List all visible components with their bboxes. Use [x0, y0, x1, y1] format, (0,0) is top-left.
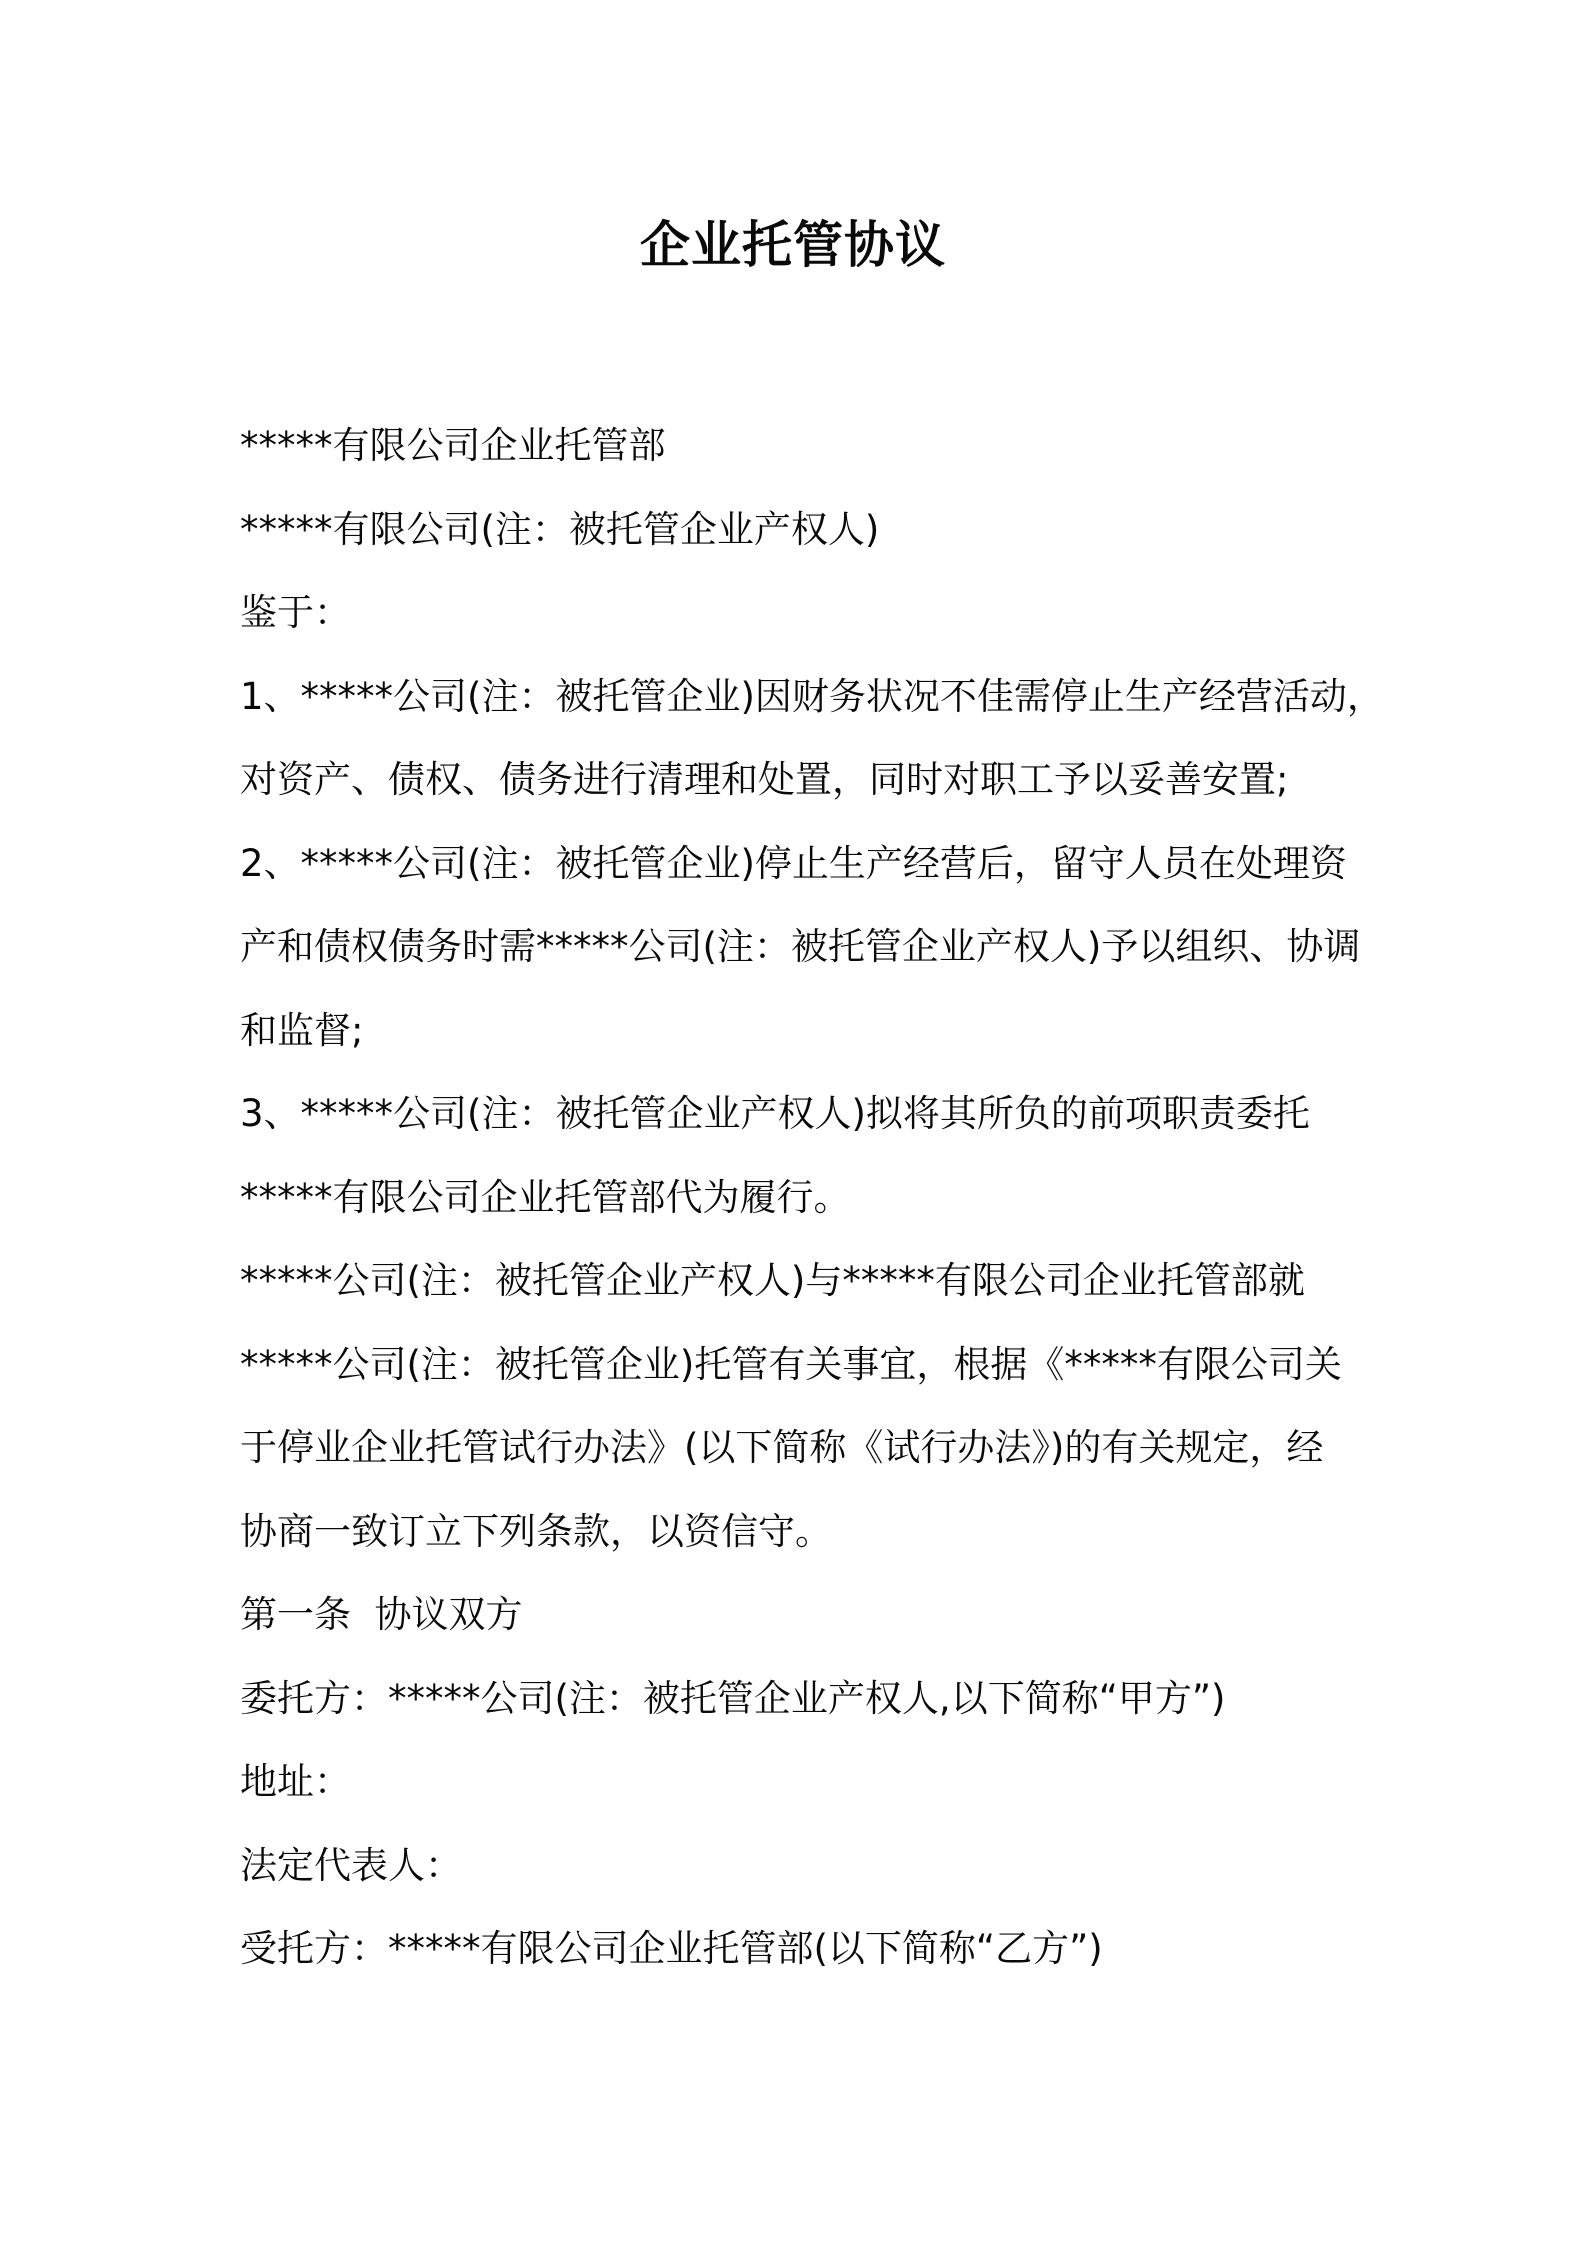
agent-party-line: 受托方：*****有限公司企业托管部(以下简称“乙方”) [240, 1927, 1103, 1970]
preamble-line-4: 协商一致订立下列条款，以资信守。 [240, 1509, 832, 1553]
party-line-owner-header: *****有限公司(注：被托管企业产权人) [240, 507, 880, 551]
party-line-trustee-header: *****有限公司企业托管部 [240, 424, 666, 467]
whereas-item-1-line-1: 1、*****公司(注：被托管企业)因财务状况不佳需停止生产经营活动， [240, 674, 1384, 718]
document-title: 企业托管协议 [640, 216, 946, 274]
whereas-item-1-line-2: 对资产、债权、债务进行清理和处置，同时对职工予以妥善安置; [240, 758, 1289, 801]
whereas-item-2-line-2: 产和债权债务时需*****公司(注：被托管企业产权人)予以组织、协调 [240, 925, 1361, 968]
whereas-item-2-line-3: 和监督; [240, 1008, 364, 1052]
preamble-line-3: 于停业企业托管试行办法》(以下简称《试行办法》)的有关规定，经 [240, 1426, 1324, 1469]
article-1-heading: 第一条 协议双方 [240, 1593, 523, 1636]
principal-legal-rep-line: 法定代表人： [240, 1843, 462, 1887]
whereas-heading: 鉴于： [240, 591, 351, 634]
preamble-line-2: *****公司(注：被托管企业)托管有关事宜，根据《*****有限公司关 [240, 1342, 1342, 1386]
document-body [240, 404, 1384, 1991]
preamble-line-1: *****公司(注：被托管企业产权人)与*****有限公司企业托管部就 [240, 1259, 1305, 1302]
whereas-item-3-line-2: *****有限公司企业托管部代为履行。 [240, 1175, 851, 1219]
principal-party-line: 委托方：*****公司(注：被托管企业产权人,以下简称“甲方”) [240, 1676, 1226, 1720]
principal-address-line: 地址： [240, 1760, 351, 1803]
whereas-item-2-line-1: 2、*****公司(注：被托管企业)停止生产经营后，留守人员在处理资 [240, 841, 1347, 885]
whereas-item-3-line-1: 3、*****公司(注：被托管企业产权人)拟将其所负的前项职责委托 [240, 1092, 1310, 1135]
